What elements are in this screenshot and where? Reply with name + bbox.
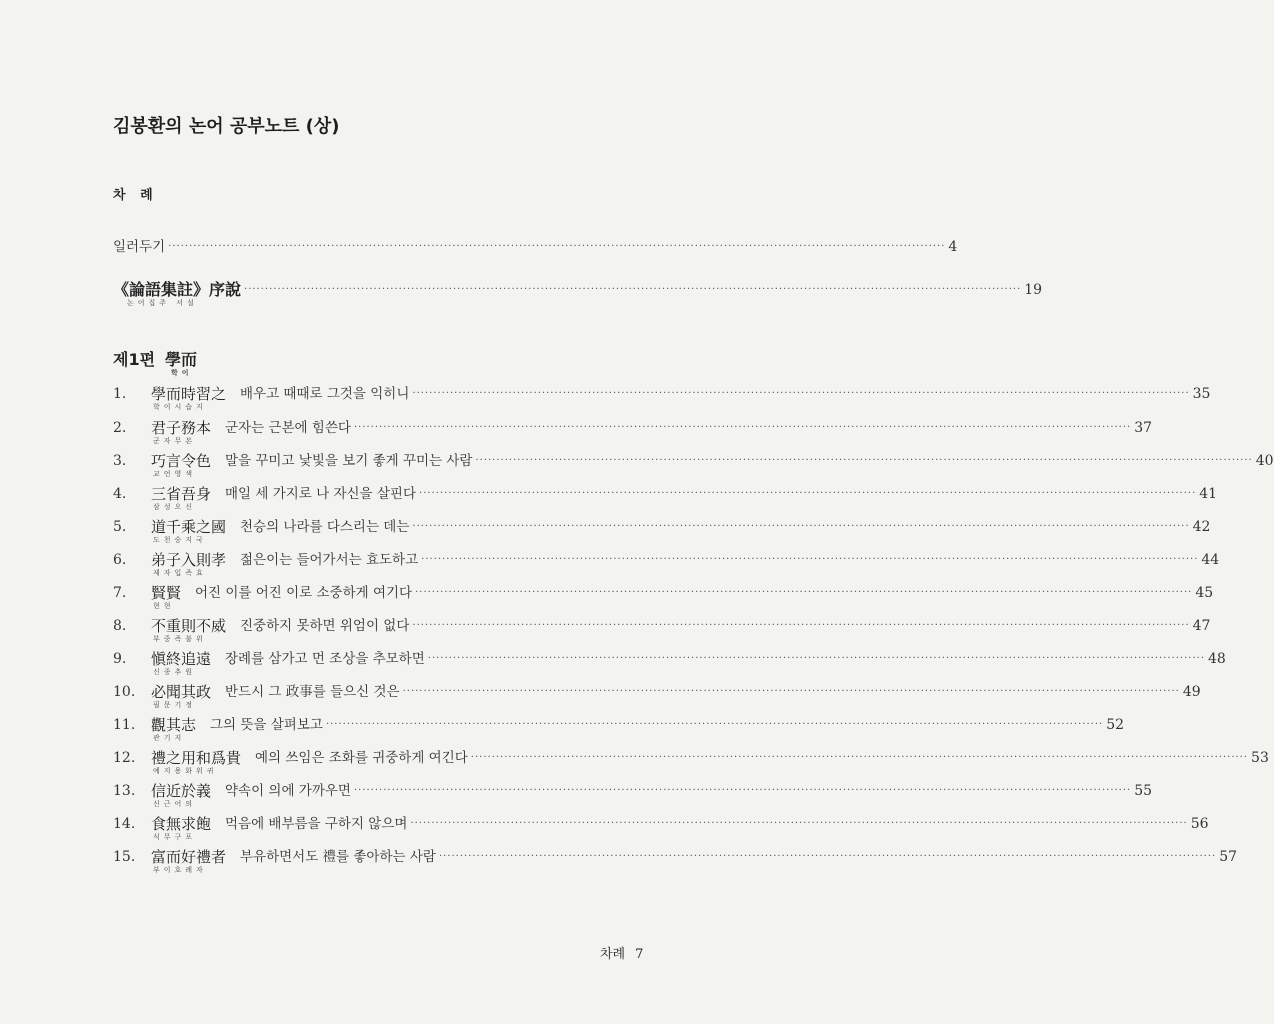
- hanja-reading: 제자입즉효: [153, 569, 207, 577]
- page-number: 37: [1134, 420, 1153, 436]
- entry-number: 8.: [113, 618, 127, 634]
- hanja-group: [151, 584, 181, 610]
- leader-dots: ··························································································································································································: [415, 587, 1193, 598]
- hanja-group: [151, 452, 211, 478]
- toc-entry-front-0[interactable]: [113, 238, 958, 256]
- hanja-reading: 필문기정: [153, 701, 197, 709]
- hanja-title: 必聞其政: [151, 683, 212, 701]
- entry-number: 7.: [113, 585, 127, 601]
- hanja-reading: 교언영색: [153, 470, 197, 478]
- korean-title: 먹음에 배부름을 구하지 않으며: [225, 816, 408, 832]
- korean-title: 매일 세 가지로 나 자신을 살핀다: [225, 486, 417, 502]
- hanja-group: [151, 419, 211, 445]
- toc-entry[interactable]: [113, 650, 1226, 676]
- page-footer: [600, 943, 643, 962]
- hanja-group: [151, 782, 211, 808]
- footer-label: 차례: [600, 947, 626, 962]
- leader-dots: ··························································································································································································: [244, 284, 1022, 295]
- entry-number: 12.: [113, 750, 136, 766]
- korean-title: 그의 뜻을 살펴보고: [210, 717, 323, 733]
- toc-entry[interactable]: [113, 815, 1209, 841]
- hanja-group: [151, 650, 211, 676]
- hanja-reading: 식무구포: [153, 833, 197, 841]
- toc-entry[interactable]: [113, 385, 1211, 411]
- leader-dots: ··························································································································································································: [412, 620, 1190, 631]
- entry-number: 5.: [113, 519, 127, 535]
- page-number: 41: [1199, 486, 1218, 502]
- toc-entry[interactable]: [113, 782, 1153, 808]
- hanja-reading: 도천승지국: [153, 536, 207, 544]
- leader-dots: ··························································································································································································: [421, 554, 1199, 565]
- toc-entry[interactable]: [113, 848, 1238, 874]
- footer-page-number: 7: [635, 947, 644, 962]
- hanja-group: [151, 815, 211, 841]
- hanja-group: [151, 551, 226, 577]
- leader-dots: ··························································································································································································: [168, 241, 946, 252]
- korean-title: 반드시 그 政事를 들으신 것은: [225, 684, 400, 700]
- hanja-title: 信近於義: [151, 782, 212, 800]
- leader-dots: ··························································································································································································: [412, 388, 1190, 399]
- entry-title: 일러두기: [113, 239, 166, 255]
- page-number: 52: [1106, 717, 1125, 733]
- toc-entry[interactable]: [113, 683, 1201, 709]
- hanja-reading: 부이호례자: [153, 866, 207, 874]
- hanja-group: [151, 617, 226, 643]
- hanja-title: 道千乘之國: [151, 518, 227, 536]
- hanja-title: 三省吾身: [151, 485, 212, 503]
- leader-dots: ··························································································································································································: [325, 719, 1104, 730]
- page-number: 56: [1190, 816, 1209, 832]
- toc-entry-front-1[interactable]: [113, 280, 1043, 307]
- korean-title: 예의 쓰임은 조화를 귀중하게 여긴다: [255, 750, 468, 766]
- toc-entry[interactable]: [113, 518, 1211, 544]
- hanja-title: 愼終追遠: [151, 650, 212, 668]
- entry-number: 4.: [113, 486, 127, 502]
- toc-entry[interactable]: [113, 551, 1220, 577]
- entry-title-group: [113, 281, 241, 307]
- toc-entry[interactable]: [113, 617, 1211, 643]
- page-number: 53: [1251, 750, 1269, 766]
- hanja-reading: 학이: [171, 369, 193, 377]
- toc-entry[interactable]: [113, 584, 1214, 610]
- chapter-hanja-group: [165, 351, 197, 377]
- leader-dots: ··························································································································································································: [419, 488, 1197, 499]
- hanja-title: 弟子入則孝: [151, 551, 227, 569]
- korean-title: 진중하지 못하면 위엄이 없다: [240, 618, 410, 634]
- korean-title: 배우고 때때로 그것을 익히니: [240, 386, 410, 402]
- page-number: 45: [1195, 585, 1214, 601]
- hanja-title: 學而時習之: [151, 385, 227, 403]
- hanja-reading: 삼성오신: [153, 503, 197, 511]
- hanja-reading: 신근어의: [153, 800, 197, 808]
- hanja-title: 觀其志: [151, 716, 197, 734]
- hanja-reading: 현현: [153, 602, 175, 610]
- korean-title: 천승의 나라를 다스리는 데는: [240, 519, 410, 535]
- hanja-title: 巧言令色: [151, 452, 212, 470]
- entry-number: 2.: [113, 420, 127, 436]
- hanja-title: 賢賢: [151, 584, 182, 602]
- entry-number: 1.: [113, 386, 127, 402]
- korean-title: 부유하면서도 禮를 좋아하는 사람: [240, 849, 436, 865]
- entry-number: 6.: [113, 552, 127, 568]
- hanja-reading: 신종추원: [153, 668, 197, 676]
- leader-dots: ··························································································································································································: [410, 818, 1188, 829]
- hanja-reading: 학이시습지: [153, 403, 207, 411]
- hanja-title: 禮之用和爲貴: [151, 749, 242, 767]
- page-number: 42: [1192, 519, 1211, 535]
- page-number: 49: [1182, 684, 1201, 700]
- hanja-title: 不重則不威: [151, 617, 227, 635]
- entry-number: 13.: [113, 783, 136, 799]
- page-number: 48: [1208, 651, 1226, 667]
- hanja-group: [151, 385, 226, 411]
- hanja-group: [151, 848, 226, 874]
- hanja-reading: 군자무본: [153, 437, 197, 445]
- chapter-hanja: 學而: [165, 350, 198, 369]
- leader-dots: ··························································································································································································: [353, 785, 1132, 796]
- page-number: 44: [1201, 552, 1220, 568]
- hanja-group: [151, 749, 241, 775]
- leader-dots: ··························································································································································································: [475, 455, 1253, 466]
- hanja-reading: 논어집주 서설: [127, 299, 198, 307]
- entry-number: 3.: [113, 453, 127, 469]
- hanja-reading: 부중즉불위: [153, 635, 207, 643]
- korean-title: 군자는 근본에 힘쓴다: [225, 420, 351, 436]
- leader-dots: ··························································································································································································: [402, 686, 1180, 697]
- toc-entry[interactable]: [113, 419, 1153, 445]
- hanja-reading: 예지용화위귀: [153, 767, 218, 775]
- entry-number: 11.: [113, 717, 136, 733]
- chapter-title: [113, 351, 197, 377]
- toc-heading: 차 례: [113, 188, 158, 203]
- toc-entry[interactable]: [113, 485, 1218, 511]
- toc-entry[interactable]: [113, 749, 1269, 775]
- hanja-title: 君子務本: [151, 419, 212, 437]
- page-number: 35: [1192, 386, 1211, 402]
- entry-number: 15.: [113, 849, 136, 865]
- toc-entry[interactable]: [113, 716, 1125, 742]
- hanja-group: [151, 683, 211, 709]
- book-title: 김봉환의 논어 공부노트 (상): [113, 116, 340, 137]
- page-number: 47: [1192, 618, 1211, 634]
- hanja-group: [151, 716, 196, 742]
- page-number: 40: [1255, 453, 1274, 469]
- entry-number: 9.: [113, 651, 127, 667]
- leader-dots: ··························································································································································································: [470, 752, 1249, 763]
- page-number: 19: [1024, 282, 1043, 298]
- leader-dots: ··························································································································································································: [412, 521, 1190, 532]
- korean-title: 젊은이는 들어가서는 효도하고: [240, 552, 419, 568]
- hanja-group: [151, 518, 226, 544]
- entry-number: 14.: [113, 816, 136, 832]
- leader-dots: ··························································································································································································: [438, 851, 1217, 862]
- hanja-title: 富而好禮者: [151, 848, 227, 866]
- korean-title: 약속이 의에 가까우면: [225, 783, 351, 799]
- toc-entry[interactable]: [113, 452, 1274, 478]
- korean-title: 어진 이를 어진 이로 소중하게 여기다: [195, 585, 413, 601]
- korean-title: 말을 꾸미고 낯빛을 보기 좋게 꾸미는 사람: [225, 453, 473, 469]
- page-number: 4: [948, 239, 958, 255]
- hanja-group: [151, 485, 211, 511]
- page-number: 57: [1219, 849, 1238, 865]
- leader-dots: ··························································································································································································: [427, 653, 1206, 664]
- hanja-title: 食無求飽: [151, 815, 212, 833]
- korean-title: 장례를 삼가고 먼 조상을 추모하면: [225, 651, 425, 667]
- entry-title: 《論語集註》序說: [113, 280, 242, 299]
- chapter-label: 제1편: [113, 350, 156, 369]
- entry-number: 10.: [113, 684, 136, 700]
- page-number: 55: [1134, 783, 1153, 799]
- leader-dots: ··························································································································································································: [353, 422, 1132, 433]
- hanja-reading: 관기지: [153, 734, 186, 742]
